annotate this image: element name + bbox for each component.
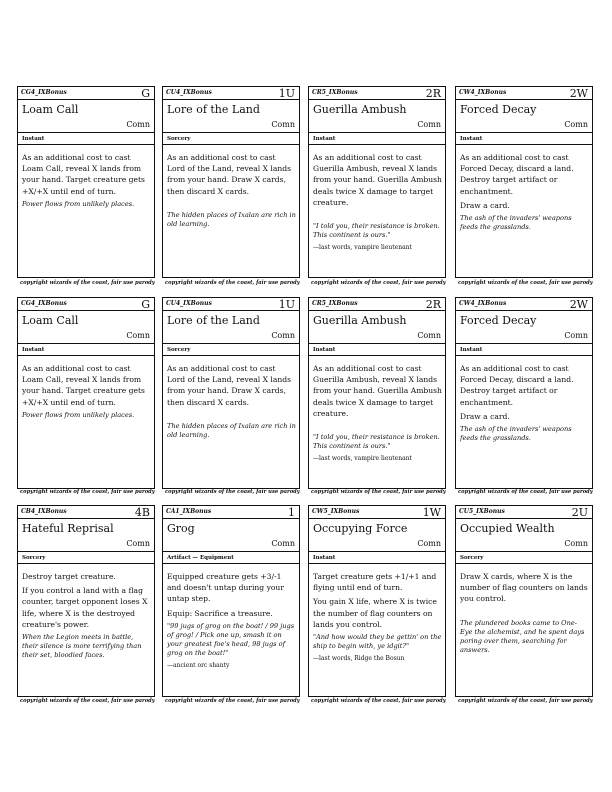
divider [309,132,445,133]
divider [163,99,299,100]
flavor-text: "And how would they be gettin' on the ship to begin with, ye idgit?" [313,633,442,651]
card [455,505,593,697]
rarity: Comn [271,120,295,129]
flavor-text: When the Legion meets in battle, their silence is more terrifying than their set, bloodied faces. [22,633,142,660]
rules-text: As an additional cost to cast Loam Call, reveal X lands from your hand. Target creature gets +X/+X until end of turn. [22,364,145,407]
divider [309,518,445,519]
flavor-text: "99 jugs of grog on the boat! / 99 jugs of grog! / Pick one up, smash it on your greatest foe's head, 98 jugs of grog on the boat!" [167,621,295,657]
flavor-text: —last words, vampire lieutenant [313,244,412,252]
divider [456,99,592,100]
card [162,297,300,489]
card-code: CB4_IXBonus [21,508,67,515]
rules-text: Target creature gets +1/+1 and flying until end of turn. [313,572,437,593]
card-name: Loam Call [22,314,79,327]
card-code: CW4_IXBonus [459,300,507,307]
card-code: CW4_IXBonus [459,89,507,96]
copyright-footer: copyright wizards of the coast, fair use parody [311,698,446,704]
copyright-footer: copyright wizards of the coast, fair use parody [458,280,593,286]
card-code: CU5_IXBonus [459,508,505,515]
rules-text-box [22,571,151,663]
rules-text-box [460,152,589,235]
card-name: Hateful Reprisal [22,522,114,535]
card-name: Guerilla Ambush [313,103,407,116]
rules-text: As an additional cost to cast Loam Call, reveal X lands from your hand. Target creature gets +X/+X until end of turn. [22,153,145,196]
rules-text: Destroy target creature. [22,572,116,581]
type-line: Sorcery [460,555,484,561]
card [308,297,446,489]
divider [456,310,592,311]
card [455,86,593,278]
divider [163,343,299,344]
type-line: Sorcery [167,136,191,142]
rules-text: You gain X life, where X is twice the number of flag counters on lands you control. [313,597,437,629]
card-name: Loam Call [22,103,79,116]
copyright-footer: copyright wizards of the coast, fair use parody [311,489,446,495]
divider [18,343,154,344]
rules-text: As an additional cost to cast Guerilla Ambush, reveal X lands from your hand. Guerilla Ambush deals twice X damage to target creature. [313,364,442,418]
mana-cost: 1 [288,506,295,519]
divider [456,563,592,564]
rules-text: As an additional cost to cast Forced Decay, discard a land. Destroy target artifact or enchantment. [460,153,574,196]
rarity: Comn [126,120,150,129]
card-code: CG4_IXBonus [21,89,67,96]
mana-cost: G [141,298,150,311]
card [455,297,593,489]
mana-cost: 2R [425,87,441,100]
mana-cost: 1W [422,506,441,519]
card-code: CU4_IXBonus [166,89,212,96]
copyright-footer: copyright wizards of the coast, fair use parody [165,280,300,286]
rules-text: As an additional cost to cast Lord of the Land, reveal X lands from your hand. Draw X cards, then discard X cards. [167,153,292,196]
rarity: Comn [271,331,295,340]
rarity: Comn [126,539,150,548]
flavor-text: The ash of the invaders' weapons feeds the grasslands. [460,214,572,232]
rules-text-box [22,363,151,423]
rules-text-box [167,152,296,232]
card [162,86,300,278]
divider [163,563,299,564]
card-code: CA1_IXBonus [166,508,212,515]
flavor-text: The hidden places of Ixalan are rich in old learning. [167,210,296,228]
card-code: CW5_IXBonus [312,508,360,515]
divider [18,563,154,564]
divider [18,518,154,519]
divider [18,144,154,145]
mana-cost: 4B [134,506,150,519]
card-name: Guerilla Ambush [313,314,407,327]
rules-text-box [460,571,589,658]
card [162,505,300,697]
card-code: CG4_IXBonus [21,300,67,307]
divider [163,551,299,552]
divider [456,343,592,344]
copyright-footer: copyright wizards of the coast, fair use parody [458,489,593,495]
divider [309,551,445,552]
divider [163,310,299,311]
rules-text: Draw a card. [460,200,510,210]
divider [18,310,154,311]
flavor-text: "I told you, their resistance is broken. This continent is ours." [313,222,440,240]
card-name: Forced Decay [460,314,537,327]
copyright-footer: copyright wizards of the coast, fair use parody [20,698,155,704]
mana-cost: 2W [569,298,588,311]
rules-text-box [22,152,151,212]
copyright-footer: copyright wizards of the coast, fair use parody [165,489,300,495]
flavor-text: The ash of the invaders' weapons feeds the grasslands. [460,425,572,443]
flavor-text: Power flows from unlikely places. [22,410,135,419]
divider [309,343,445,344]
type-line: Instant [313,136,336,142]
rarity: Comn [126,331,150,340]
divider [309,310,445,311]
mana-cost: 1U [278,298,295,311]
rarity: Comn [417,331,441,340]
divider [18,132,154,133]
divider [163,518,299,519]
type-line: Instant [22,347,45,353]
rules-text-box [313,571,442,666]
flavor-text: —last words, vampire lieutenant [313,455,412,463]
flavor-text: The hidden places of Ixalan are rich in old learning. [167,421,296,439]
divider [309,355,445,356]
divider [18,355,154,356]
type-line: Instant [22,136,45,142]
card-name: Lore of the Land [167,103,260,116]
type-line: Artifact — Equipment [167,555,234,561]
divider [309,563,445,564]
rules-text: Equip: Sacrifice a treasure. [167,608,273,618]
card-name: Occupied Wealth [460,522,555,535]
card-name: Occupying Force [313,522,408,535]
card [308,505,446,697]
card-name: Grog [167,522,195,535]
divider [456,518,592,519]
rarity: Comn [564,539,588,548]
divider [456,144,592,145]
type-line: Instant [460,136,483,142]
rarity: Comn [564,120,588,129]
rules-text: As an additional cost to cast Lord of the Land, reveal X lands from your hand. Draw X cards, then discard X cards. [167,364,292,407]
rules-text: If you control a land with a flag counter, target opponent loses X life, where X is the destroyed creature's power. [22,586,148,629]
rules-text: Equipped creature gets +3/-1 and doesn't untap during your untap step. [167,572,284,604]
rarity: Comn [271,539,295,548]
card-code: CR5_IXBonus [312,89,358,96]
copyright-footer: copyright wizards of the coast, fair use parody [20,489,155,495]
flavor-text: The plundered books came to One-Eye the alchemist, and he spent days poring over them, searching for answers. [460,618,585,654]
mana-cost: 1U [278,87,295,100]
card [17,297,155,489]
card [17,505,155,697]
type-line: Sorcery [167,347,191,353]
card [17,86,155,278]
divider [309,99,445,100]
rules-text-box [313,152,442,255]
copyright-footer: copyright wizards of the coast, fair use parody [20,280,155,286]
rules-text: As an additional cost to cast Guerilla Ambush, reveal X lands from your hand. Guerilla Ambush deals twice X damage to target creature. [313,153,442,207]
card-code: CU4_IXBonus [166,300,212,307]
copyright-footer: copyright wizards of the coast, fair use parody [311,280,446,286]
divider [163,144,299,145]
rarity: Comn [417,539,441,548]
rules-text: Draw a card. [460,411,510,421]
divider [163,132,299,133]
divider [18,551,154,552]
type-line: Sorcery [22,555,46,561]
flavor-text: —ancient orc shanty [167,661,230,669]
mana-cost: G [141,87,150,100]
card-code: CR5_IXBonus [312,300,358,307]
copyright-footer: copyright wizards of the coast, fair use parody [165,698,300,704]
flavor-text: Power flows from unlikely places. [22,199,135,208]
flavor-text: —last words, Ridge the Bosun [313,655,405,663]
divider [309,144,445,145]
card-name: Forced Decay [460,103,537,116]
rarity: Comn [417,120,441,129]
divider [18,99,154,100]
rarity: Comn [564,331,588,340]
mana-cost: 2U [571,506,588,519]
rules-text: As an additional cost to cast Forced Decay, discard a land. Destroy target artifact or enchantment. [460,364,574,407]
rules-text-box [167,363,296,443]
type-line: Instant [313,555,336,561]
rules-text-box [167,571,296,673]
flavor-text: "I told you, their resistance is broken. This continent is ours." [313,433,440,451]
rules-text-box [460,363,589,446]
mana-cost: 2W [569,87,588,100]
divider [456,132,592,133]
divider [456,551,592,552]
rules-text-box [313,363,442,466]
card-name: Lore of the Land [167,314,260,327]
mana-cost: 2R [425,298,441,311]
divider [163,355,299,356]
card [308,86,446,278]
copyright-footer: copyright wizards of the coast, fair use parody [458,698,593,704]
rules-text: Draw X cards, where X is the number of flag counters on lands you control. [460,572,588,604]
divider [456,355,592,356]
type-line: Instant [313,347,336,353]
type-line: Instant [460,347,483,353]
